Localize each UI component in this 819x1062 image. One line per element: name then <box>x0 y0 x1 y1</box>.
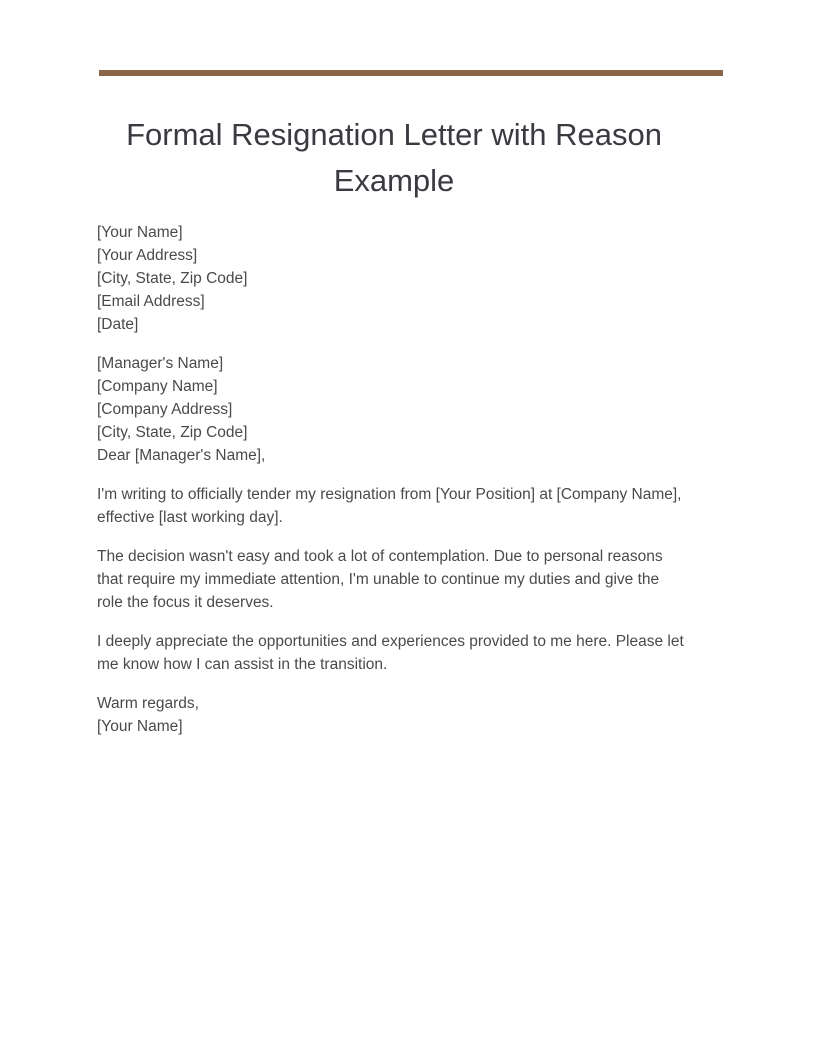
recipient-name: [Manager's Name] <box>97 355 224 372</box>
sender-block <box>97 221 697 336</box>
sender-address: [Your Address] <box>97 247 198 264</box>
header-rule <box>99 70 723 76</box>
document-title: Formal Resignation Letter with Reason Example <box>126 117 662 198</box>
sender-email: [Email Address] <box>97 293 205 310</box>
paragraph-appreciation: I deeply appreciate the opportunities and experiences provided to me here. Please let me know how I can assist in the transition. <box>97 633 684 673</box>
salutation: Dear [Manager's Name], <box>97 447 266 464</box>
recipient-block <box>97 352 697 467</box>
letter-date: [Date] <box>97 316 139 333</box>
signature: [Your Name] <box>97 718 183 735</box>
letter-body <box>97 221 697 754</box>
recipient-city-state-zip: [City, State, Zip Code] <box>97 424 248 441</box>
recipient-company: [Company Name] <box>97 378 218 395</box>
paragraph-reason: The decision wasn't easy and took a lot of contemplation. Due to personal reasons that require my immediate attention, I'm unable to continue my duties and give the role the focus it deserves. <box>97 548 663 611</box>
closing-block <box>97 692 697 738</box>
sender-city-state-zip: [City, State, Zip Code] <box>97 270 248 287</box>
closing: Warm regards, <box>97 695 199 712</box>
recipient-company-address: [Company Address] <box>97 401 233 418</box>
sender-name: [Your Name] <box>97 224 183 241</box>
paragraph-resignation-notice: I'm writing to officially tender my resignation from [Your Position] at [Company Name], effective [last working day]. <box>97 486 682 526</box>
